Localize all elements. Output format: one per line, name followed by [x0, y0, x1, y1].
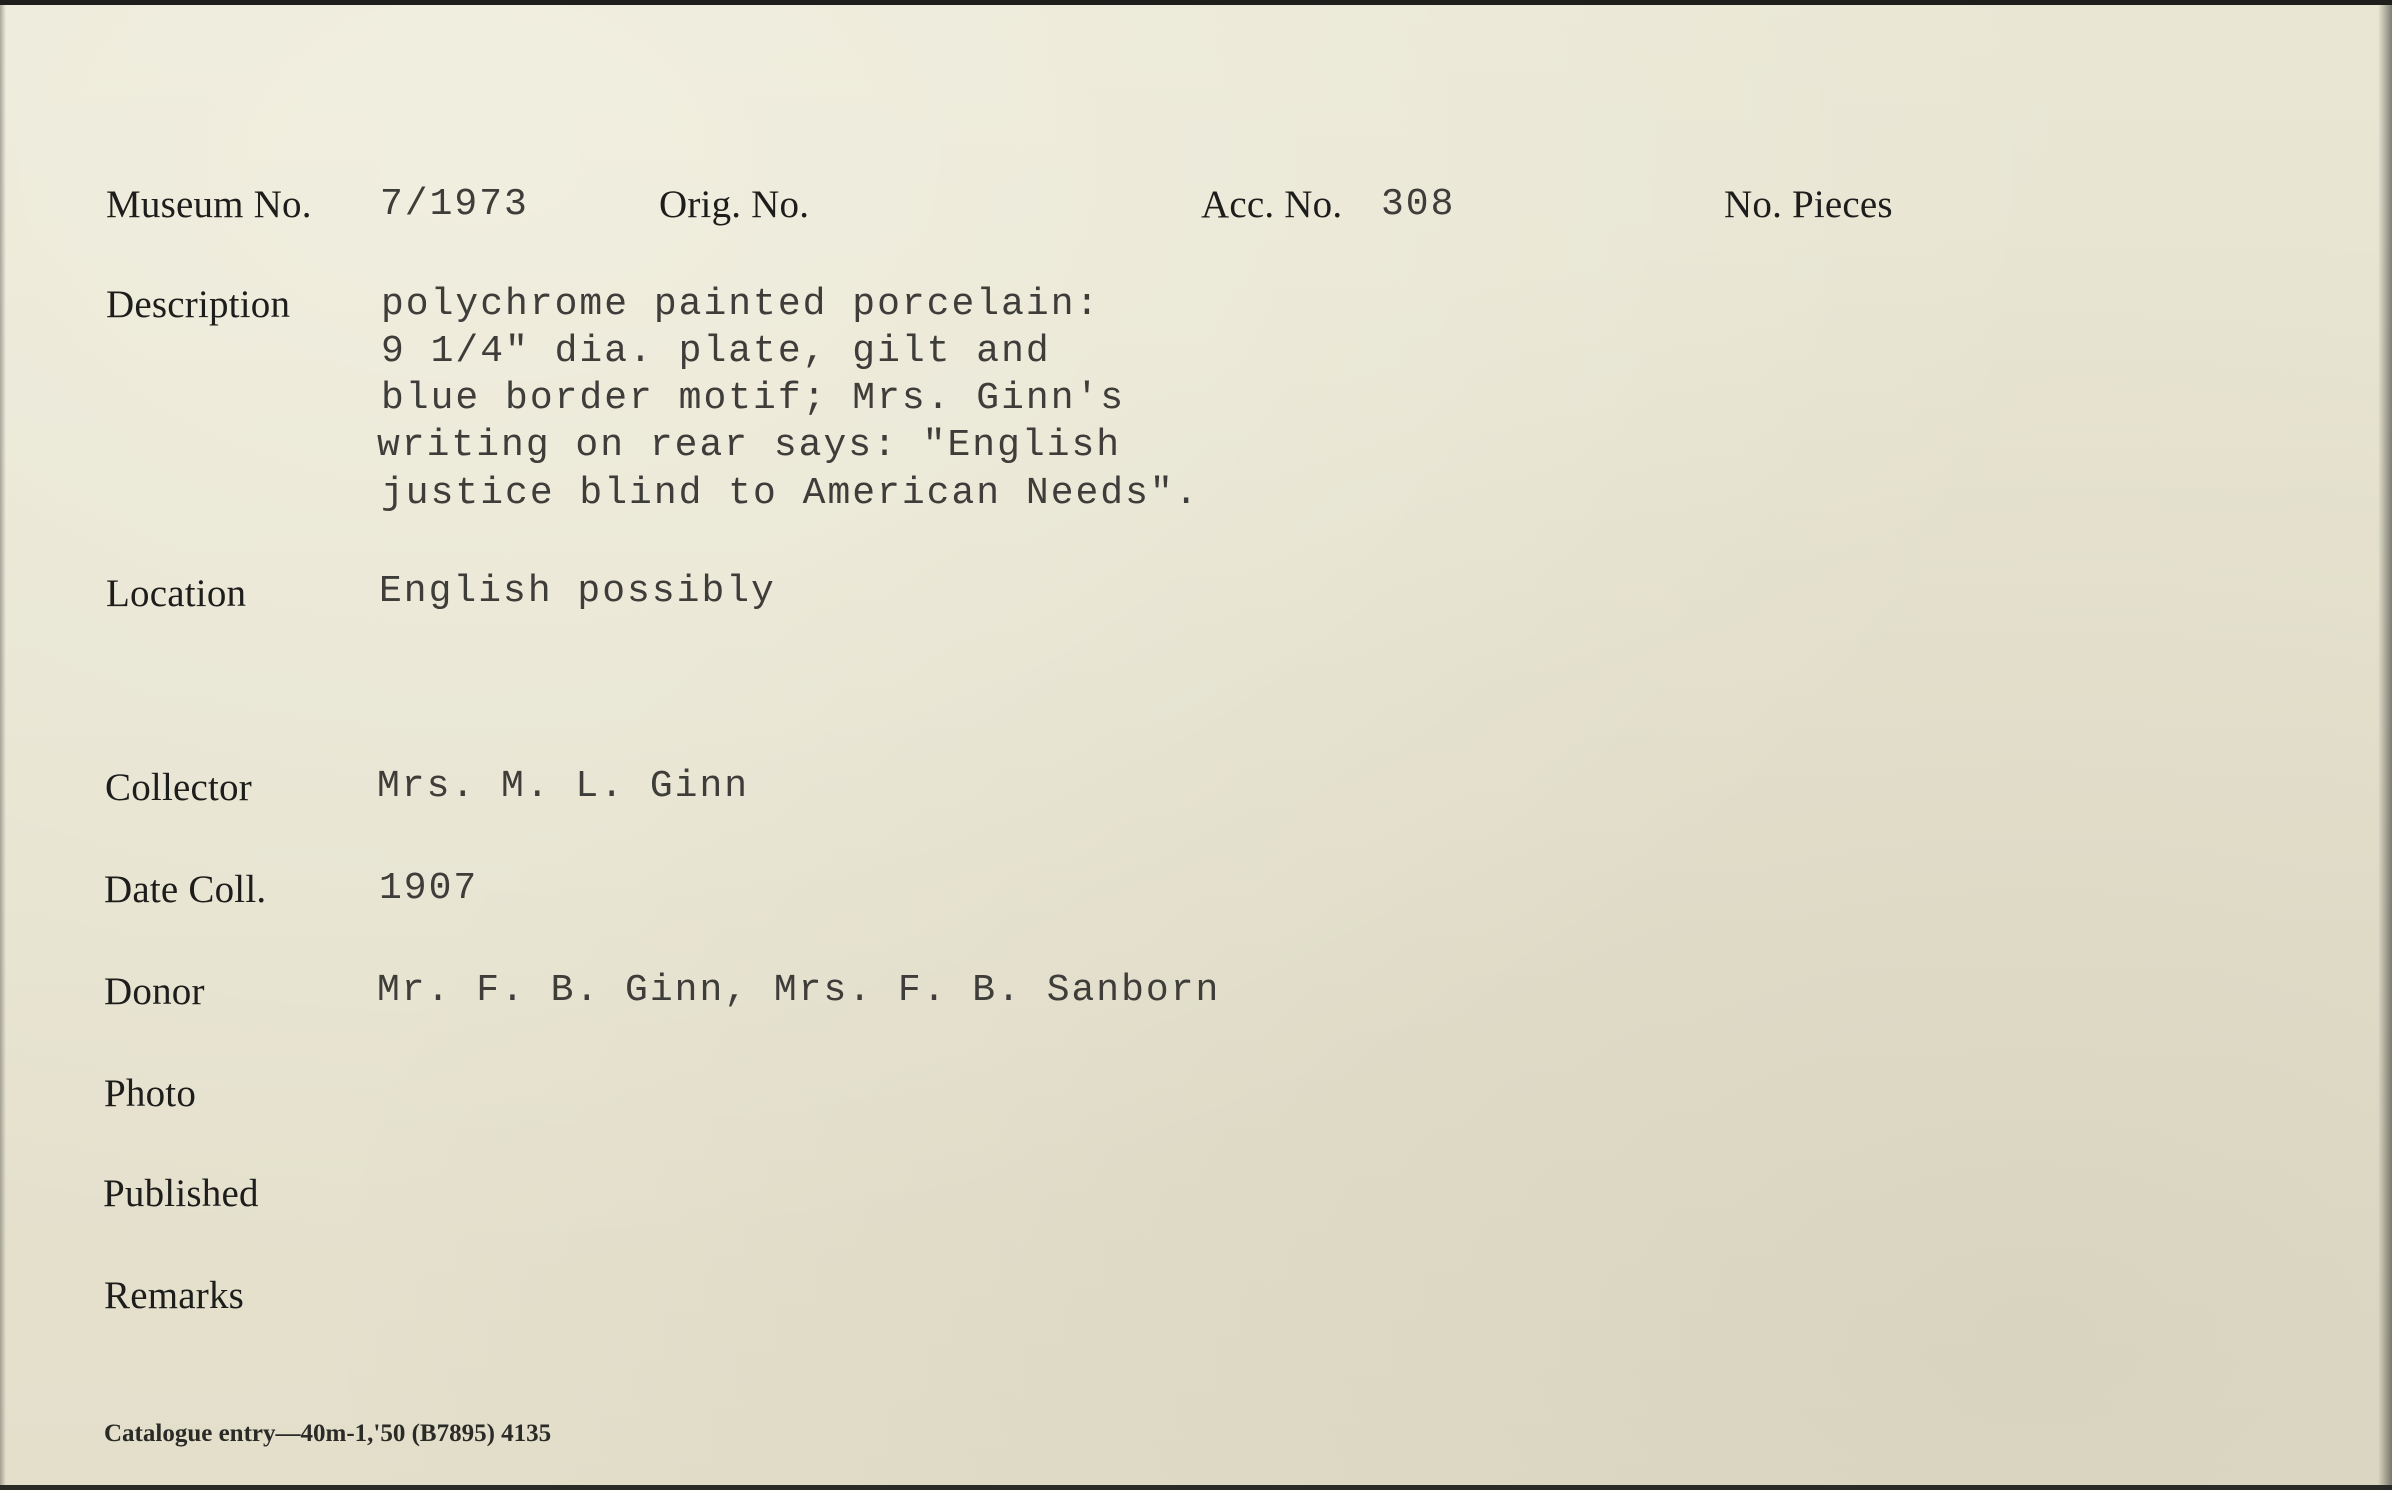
donor-value: Mr. F. B. Ginn, Mrs. F. B. Sanborn: [377, 969, 1221, 1012]
museum-no-value: 7/1973: [380, 183, 529, 226]
acc-no-value: 308: [1381, 183, 1456, 226]
description-line-3: blue border motif; Mrs. Ginn's: [381, 377, 1126, 420]
donor-label: Donor: [104, 970, 205, 1013]
collector-value: Mrs. M. L. Ginn: [377, 765, 750, 808]
location-label: Location: [106, 572, 247, 615]
collector-label: Collector: [105, 766, 252, 809]
description-line-5: justice blind to American Needs".: [381, 472, 1200, 515]
card-left-edge: [0, 5, 6, 1490]
museum-no-label: Museum No.: [106, 183, 312, 226]
date-coll-value: 1907: [379, 867, 479, 910]
acc-no-label: Acc. No.: [1201, 183, 1343, 226]
description-line-1: polychrome painted porcelain:: [381, 283, 1101, 326]
orig-no-label: Orig. No.: [659, 183, 810, 226]
remarks-label: Remarks: [104, 1274, 245, 1317]
catalogue-footer: Catalogue entry—40m-1,'50 (B7895) 4135: [104, 1420, 552, 1447]
date-coll-label: Date Coll.: [104, 868, 267, 911]
published-label: Published: [103, 1172, 259, 1215]
description-line-2: 9 1/4" dia. plate, gilt and: [381, 330, 1051, 373]
photo-label: Photo: [104, 1072, 197, 1115]
description-line-4: writing on rear says: "English: [377, 424, 1122, 467]
location-value: English possibly: [379, 570, 776, 613]
no-pieces-label: No. Pieces: [1724, 183, 1893, 226]
description-label: Description: [106, 283, 291, 326]
card-right-edge: [2378, 5, 2392, 1490]
